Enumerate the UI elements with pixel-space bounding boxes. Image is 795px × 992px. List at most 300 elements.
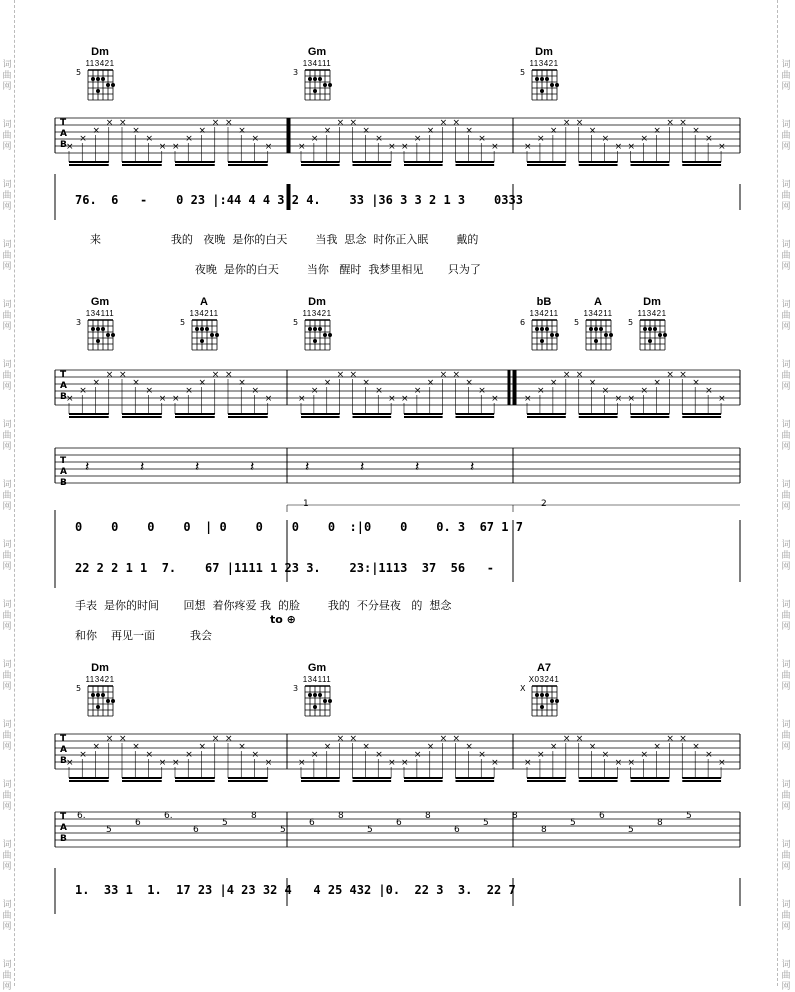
watermark-char: 网 bbox=[781, 922, 791, 932]
tab-fret-number: 5 bbox=[280, 825, 286, 835]
tab-fret-number: 8 bbox=[541, 825, 547, 835]
tab-mark: × bbox=[92, 742, 101, 752]
watermark-char: 词 bbox=[2, 300, 12, 310]
finger-dot bbox=[663, 333, 667, 337]
finger-dot bbox=[328, 83, 332, 87]
watermark-char: 词 bbox=[781, 780, 791, 790]
tab-mark: × bbox=[211, 370, 220, 380]
watermark-char: 曲 bbox=[781, 311, 791, 321]
finger-dot bbox=[313, 327, 317, 331]
tab-mark: × bbox=[225, 734, 233, 744]
tab-staff-row1 bbox=[55, 112, 740, 232]
tab-mark: × bbox=[158, 394, 167, 404]
watermark-char: 曲 bbox=[2, 851, 12, 861]
finger-dot bbox=[91, 77, 95, 81]
chord-fret: 6 bbox=[520, 318, 526, 327]
lyric-line-1: 手表 是你的时间 回想 着你疼爱 我 的脸 我的 不分昼夜 的 想念 bbox=[75, 599, 452, 612]
tab-mark: × bbox=[336, 734, 345, 744]
tab-mark: × bbox=[185, 750, 193, 760]
watermark-char: 词 bbox=[781, 240, 791, 250]
tab-mark: × bbox=[439, 118, 448, 128]
watermark-char: 曲 bbox=[2, 71, 12, 81]
tab-mark: × bbox=[349, 370, 358, 380]
to-coda-label: to ⊕ bbox=[270, 613, 296, 626]
watermark-char: 曲 bbox=[2, 191, 12, 201]
chord-fingering: X03241 bbox=[528, 675, 560, 684]
watermark-char: 曲 bbox=[2, 311, 12, 321]
finger-dot bbox=[535, 327, 539, 331]
finger-dot bbox=[323, 83, 327, 87]
finger-dot bbox=[308, 327, 312, 331]
tab-mark: × bbox=[718, 394, 726, 404]
tab-mark: × bbox=[640, 386, 648, 396]
tab-mark: × bbox=[238, 126, 246, 136]
tab-mark: × bbox=[79, 750, 87, 760]
tab-mark: × bbox=[692, 378, 700, 388]
watermark-char: 网 bbox=[781, 262, 791, 272]
tab-mark: × bbox=[388, 394, 396, 404]
chord-grid-icon bbox=[636, 318, 670, 352]
chord-name: Gm bbox=[307, 662, 327, 674]
finger-dot bbox=[96, 89, 100, 93]
chord-name: Dm bbox=[91, 662, 109, 674]
watermark-char: 曲 bbox=[781, 731, 791, 741]
tab-mark: × bbox=[251, 386, 260, 396]
watermark-char: 曲 bbox=[2, 431, 12, 441]
tab-fret-number: 8 bbox=[251, 811, 257, 821]
chord-name: bB bbox=[536, 296, 552, 308]
tab-mark: × bbox=[575, 734, 584, 744]
tab-mark: × bbox=[375, 750, 383, 760]
tab-mark: × bbox=[491, 394, 499, 404]
tab-mark: × bbox=[705, 386, 713, 396]
tab-fret-number: 6 bbox=[599, 811, 605, 821]
tab-clef-label: T A B bbox=[60, 370, 67, 402]
finger-dot bbox=[318, 693, 322, 697]
watermark-char: 曲 bbox=[781, 251, 791, 261]
watermark-char: 词 bbox=[2, 420, 12, 430]
tab-fret-number: 5 bbox=[686, 811, 692, 821]
finger-dot bbox=[550, 333, 554, 337]
chord-fingering: 113421 bbox=[637, 309, 667, 318]
watermark-char: 词 bbox=[2, 600, 12, 610]
tab-mark: × bbox=[105, 118, 114, 128]
watermark-char: 词 bbox=[2, 240, 12, 250]
tab-mark: × bbox=[238, 378, 246, 388]
watermark-char: 曲 bbox=[781, 671, 791, 681]
finger-dot bbox=[545, 693, 549, 697]
tab-mark: × bbox=[601, 134, 610, 144]
chord-grid-icon bbox=[528, 318, 562, 352]
watermark-char: 词 bbox=[781, 60, 791, 70]
finger-dot bbox=[91, 327, 95, 331]
watermark-char: 词 bbox=[2, 660, 12, 670]
finger-dot bbox=[313, 705, 317, 709]
finger-dot bbox=[215, 333, 219, 337]
finger-dot bbox=[323, 333, 327, 337]
tab-mark: × bbox=[465, 126, 473, 136]
finger-dot bbox=[648, 339, 652, 343]
chord-fret: 5 bbox=[574, 318, 580, 327]
tab-mark: × bbox=[614, 142, 623, 152]
finger-dot bbox=[540, 327, 544, 331]
chord-fret: X bbox=[520, 684, 526, 693]
tab-fret-number: 5 bbox=[222, 818, 228, 828]
tab-mark: × bbox=[452, 118, 461, 128]
tab-mark: × bbox=[478, 134, 486, 144]
finger-dot bbox=[318, 77, 322, 81]
chord-name: A bbox=[200, 296, 208, 308]
watermark-char: 曲 bbox=[2, 911, 12, 921]
watermark-char: 词 bbox=[2, 120, 12, 130]
watermark-char: 曲 bbox=[781, 791, 791, 801]
rest-icon: 𝄽 bbox=[195, 459, 200, 475]
watermark-char: 曲 bbox=[2, 611, 12, 621]
finger-dot bbox=[555, 83, 559, 87]
tab-mark: × bbox=[666, 118, 674, 128]
finger-dot bbox=[313, 339, 317, 343]
tab-mark: × bbox=[679, 370, 687, 380]
watermark-char: 曲 bbox=[781, 491, 791, 501]
finger-dot bbox=[96, 327, 100, 331]
tab-mark: × bbox=[158, 142, 167, 152]
watermark-char: 曲 bbox=[781, 971, 791, 981]
chord-name: A7 bbox=[536, 662, 552, 674]
tab-clef-label: T A B bbox=[60, 734, 67, 766]
watermark-char: 词 bbox=[2, 180, 12, 190]
finger-dot bbox=[540, 89, 544, 93]
chord-grid-icon bbox=[528, 68, 562, 102]
chord-fingering: 134211 bbox=[583, 309, 613, 318]
tab-mark: × bbox=[105, 734, 114, 744]
tab-mark: × bbox=[705, 750, 713, 760]
tab-mark: × bbox=[79, 134, 87, 144]
finger-dot bbox=[535, 693, 539, 697]
tab-mark: × bbox=[310, 386, 319, 396]
chord-fret: 3 bbox=[293, 68, 299, 77]
watermark-char: 网 bbox=[781, 562, 791, 572]
tab-mark: × bbox=[92, 126, 101, 136]
tab-mark: × bbox=[536, 134, 545, 144]
jianpu-notes-row2: 22 2 2 1 1 7. 67 |1111 1 23 3. 23:|1113 37 56 - bbox=[75, 561, 495, 575]
tab-mark: × bbox=[349, 118, 358, 128]
watermark-char: 网 bbox=[2, 502, 12, 512]
chord-name: Dm bbox=[643, 296, 661, 308]
finger-dot bbox=[609, 333, 613, 337]
tab-mark: × bbox=[549, 126, 558, 136]
tab-mark: × bbox=[349, 734, 358, 744]
chord-fingering: 113421 bbox=[85, 675, 115, 684]
tab-mark: × bbox=[627, 758, 636, 768]
watermark-char: 曲 bbox=[2, 371, 12, 381]
watermark-char: 网 bbox=[2, 982, 12, 992]
watermark-char: 网 bbox=[781, 862, 791, 872]
finger-dot bbox=[96, 339, 100, 343]
finger-dot bbox=[318, 327, 322, 331]
tab-mark: × bbox=[666, 370, 674, 380]
tab-mark: × bbox=[388, 758, 396, 768]
watermark-char: 曲 bbox=[2, 671, 12, 681]
tab-fret-number: 5 bbox=[570, 818, 576, 828]
watermark-char: 词 bbox=[2, 540, 12, 550]
tab-mark: × bbox=[562, 370, 571, 380]
tab-mark: × bbox=[336, 370, 345, 380]
chord-fingering: 134111 bbox=[85, 309, 115, 318]
tab-mark: × bbox=[588, 126, 597, 136]
watermark-char: 网 bbox=[781, 382, 791, 392]
tab-mark: × bbox=[439, 734, 448, 744]
finger-dot bbox=[210, 333, 214, 337]
finger-dot bbox=[328, 333, 332, 337]
tab-mark: × bbox=[172, 394, 180, 404]
tab-mark: × bbox=[401, 394, 409, 404]
finger-dot bbox=[308, 693, 312, 697]
watermark-char: 词 bbox=[781, 840, 791, 850]
watermark-char: 词 bbox=[781, 120, 791, 130]
finger-dot bbox=[555, 699, 559, 703]
tab-mark: × bbox=[614, 758, 623, 768]
tab-mark: × bbox=[119, 370, 127, 380]
tab-mark: × bbox=[601, 750, 610, 760]
tab-mark: × bbox=[211, 118, 220, 128]
finger-dot bbox=[111, 699, 115, 703]
chord-grid-icon bbox=[582, 318, 616, 352]
tab-mark: × bbox=[264, 142, 273, 152]
tab-mark: × bbox=[375, 386, 383, 396]
chord-name: Dm bbox=[308, 296, 326, 308]
tab-mark: × bbox=[452, 734, 461, 744]
tab-mark: × bbox=[362, 378, 370, 388]
tab-mark: × bbox=[679, 734, 687, 744]
finger-dot bbox=[111, 333, 115, 337]
finger-dot bbox=[658, 333, 662, 337]
watermark-char: 曲 bbox=[2, 791, 12, 801]
tab-mark: × bbox=[185, 134, 193, 144]
tab-fret-number: 5 bbox=[367, 825, 373, 835]
lyric-line-1: 来 我的 夜晚 是你的白天 当我 思念 时你正入眠 戴的 bbox=[90, 233, 479, 246]
tab-clef-label: T A B bbox=[60, 456, 67, 488]
tab-clef-label: T A B bbox=[60, 812, 67, 844]
tab-mark: × bbox=[575, 370, 584, 380]
tab-mark: × bbox=[549, 742, 558, 752]
chord-fingering: 134111 bbox=[302, 59, 332, 68]
bass-numbers-row2: 0 0 0 0 | 0 0 0 0 :|0 0 0. 3 67 1 7 bbox=[75, 520, 523, 534]
tab-fret-number: 6 bbox=[309, 818, 315, 828]
finger-dot bbox=[550, 699, 554, 703]
chord-grid-icon bbox=[301, 318, 335, 352]
tab-mark: × bbox=[132, 742, 140, 752]
tab-mark: × bbox=[132, 378, 140, 388]
chord-fret: 3 bbox=[76, 318, 82, 327]
tab-mark: × bbox=[172, 142, 180, 152]
tab-mark: × bbox=[401, 758, 409, 768]
tab-mark: × bbox=[264, 394, 273, 404]
chord-fingering: 134211 bbox=[189, 309, 219, 318]
finger-dot bbox=[594, 339, 598, 343]
tab-mark: × bbox=[562, 118, 571, 128]
tab-mark: × bbox=[66, 394, 74, 404]
chord-grid-icon bbox=[301, 684, 335, 718]
finger-dot bbox=[200, 339, 204, 343]
finger-dot bbox=[653, 327, 657, 331]
watermark-char: 词 bbox=[2, 780, 12, 790]
chord-fret: 5 bbox=[76, 684, 82, 693]
watermark-char: 网 bbox=[2, 202, 12, 212]
watermark-char: 网 bbox=[781, 502, 791, 512]
tab-fret-number: 8 bbox=[657, 818, 663, 828]
watermark-char: 曲 bbox=[2, 491, 12, 501]
chord-name: A bbox=[594, 296, 602, 308]
chord-grid-icon bbox=[84, 318, 118, 352]
jianpu-notes-row1: 76. 6 - 0 23 |:44 4 4 3 2 4. 33 |36 3 3 2 1 3 0333 bbox=[75, 193, 523, 207]
watermark-char: 词 bbox=[2, 360, 12, 370]
chord-fingering: 113421 bbox=[302, 309, 332, 318]
tab-mark: × bbox=[692, 742, 700, 752]
tab-mark: × bbox=[145, 386, 154, 396]
tab-mark: × bbox=[640, 750, 648, 760]
watermark-char: 网 bbox=[2, 82, 12, 92]
finger-dot bbox=[106, 83, 110, 87]
finger-dot bbox=[308, 77, 312, 81]
chord-fret: 3 bbox=[293, 684, 299, 693]
watermark-char: 词 bbox=[781, 660, 791, 670]
tab-mark: × bbox=[238, 742, 246, 752]
tab-mark: × bbox=[562, 734, 571, 744]
volta-2-label: 2 bbox=[541, 499, 547, 509]
watermark-char: 曲 bbox=[2, 971, 12, 981]
tab-fret-number: 8 bbox=[338, 811, 344, 821]
watermark-char: 词 bbox=[2, 840, 12, 850]
watermark-char: 网 bbox=[781, 202, 791, 212]
finger-dot bbox=[550, 83, 554, 87]
watermark-char: 词 bbox=[2, 60, 12, 70]
chord-fingering: 134111 bbox=[302, 675, 332, 684]
watermark-char: 词 bbox=[781, 600, 791, 610]
tab-mark: × bbox=[465, 378, 473, 388]
tab-mark: × bbox=[66, 142, 74, 152]
finger-dot bbox=[555, 333, 559, 337]
chord-name: Dm bbox=[535, 46, 553, 58]
tab-mark: × bbox=[524, 142, 532, 152]
tab-mark: × bbox=[653, 378, 661, 388]
tab-mark: × bbox=[439, 370, 448, 380]
chord-fret: 5 bbox=[628, 318, 634, 327]
rest-icon: 𝄽 bbox=[470, 459, 475, 475]
tab-mark: × bbox=[478, 386, 486, 396]
tab-mark: × bbox=[92, 378, 101, 388]
tab-mark: × bbox=[536, 386, 545, 396]
tab-mark: × bbox=[426, 378, 435, 388]
tab-mark: × bbox=[718, 758, 726, 768]
tab-mark: × bbox=[310, 750, 319, 760]
watermark-char: 词 bbox=[781, 360, 791, 370]
watermark-char: 网 bbox=[2, 742, 12, 752]
tab-fret-number: 6 bbox=[396, 818, 402, 828]
watermark-char: 曲 bbox=[781, 191, 791, 201]
tab-mark: × bbox=[264, 758, 273, 768]
tab-fret-number: 6 bbox=[193, 825, 199, 835]
finger-dot bbox=[200, 327, 204, 331]
tab-fret-number: 5 bbox=[628, 825, 634, 835]
tab-mark: × bbox=[198, 742, 207, 752]
chord-fret: 5 bbox=[76, 68, 82, 77]
tab-mark: × bbox=[198, 378, 207, 388]
finger-dot bbox=[540, 339, 544, 343]
chord-grid-icon bbox=[301, 68, 335, 102]
watermark-char: 曲 bbox=[781, 131, 791, 141]
tab-mark: × bbox=[413, 750, 422, 760]
watermark-char: 词 bbox=[781, 300, 791, 310]
tab-mark: × bbox=[145, 750, 154, 760]
watermark-char: 网 bbox=[2, 322, 12, 332]
finger-dot bbox=[205, 327, 209, 331]
tab-mark: × bbox=[172, 758, 180, 768]
watermark-char: 词 bbox=[781, 420, 791, 430]
finger-dot bbox=[313, 77, 317, 81]
finger-dot bbox=[328, 699, 332, 703]
rest-icon: 𝄽 bbox=[250, 459, 255, 475]
rest-icon: 𝄽 bbox=[305, 459, 310, 475]
watermark-char: 词 bbox=[2, 960, 12, 970]
finger-dot bbox=[545, 77, 549, 81]
watermark-char: 词 bbox=[2, 720, 12, 730]
finger-dot bbox=[313, 693, 317, 697]
chord-grid-icon bbox=[84, 68, 118, 102]
watermark-char: 词 bbox=[781, 960, 791, 970]
tab-fret-number: 5 bbox=[483, 818, 489, 828]
tab-mark: × bbox=[323, 126, 332, 136]
watermark-char: 曲 bbox=[781, 371, 791, 381]
watermark-char: 词 bbox=[781, 480, 791, 490]
watermark-char: 网 bbox=[781, 622, 791, 632]
rest-icon: 𝄽 bbox=[415, 459, 420, 475]
tab-mark: × bbox=[298, 394, 306, 404]
tab-mark: × bbox=[413, 386, 422, 396]
watermark-char: 网 bbox=[2, 142, 12, 152]
watermark-char: 网 bbox=[781, 322, 791, 332]
watermark-char: 网 bbox=[2, 922, 12, 932]
tab-mark: × bbox=[323, 378, 332, 388]
tab-staff-row2 bbox=[55, 360, 740, 592]
jianpu-notes-row3: 1. 33 1 1. 17 23 |4 23 32 4 4 25 432 |0. 22 3 3. 22 7 bbox=[75, 883, 516, 897]
tab-mark: × bbox=[524, 394, 532, 404]
finger-dot bbox=[101, 693, 105, 697]
tab-mark: × bbox=[66, 758, 74, 768]
tab-mark: × bbox=[388, 142, 396, 152]
lyric-line-2: 夜晚 是你的白天 当你 醒时 我梦里相见 只为了 bbox=[90, 263, 481, 276]
tab-mark: × bbox=[119, 118, 127, 128]
watermark-char: 曲 bbox=[781, 431, 791, 441]
finger-dot bbox=[599, 327, 603, 331]
watermark-char: 网 bbox=[781, 82, 791, 92]
tab-mark: × bbox=[251, 750, 260, 760]
watermark-char: 网 bbox=[781, 442, 791, 452]
chord-name: Dm bbox=[91, 46, 109, 58]
tab-mark: × bbox=[225, 118, 233, 128]
finger-dot bbox=[101, 327, 105, 331]
chord-fret: 5 bbox=[180, 318, 186, 327]
lyric-line-2: 和你 再见一面 我会 bbox=[75, 629, 212, 642]
finger-dot bbox=[535, 77, 539, 81]
tab-mark: × bbox=[298, 142, 306, 152]
watermark-char: 曲 bbox=[781, 71, 791, 81]
tab-mark: × bbox=[614, 394, 623, 404]
tab-mark: × bbox=[627, 142, 636, 152]
rest-icon: 𝄽 bbox=[140, 459, 145, 475]
rest-icon: 𝄽 bbox=[85, 459, 90, 475]
watermark-char: 网 bbox=[781, 742, 791, 752]
tab-mark: × bbox=[588, 378, 597, 388]
